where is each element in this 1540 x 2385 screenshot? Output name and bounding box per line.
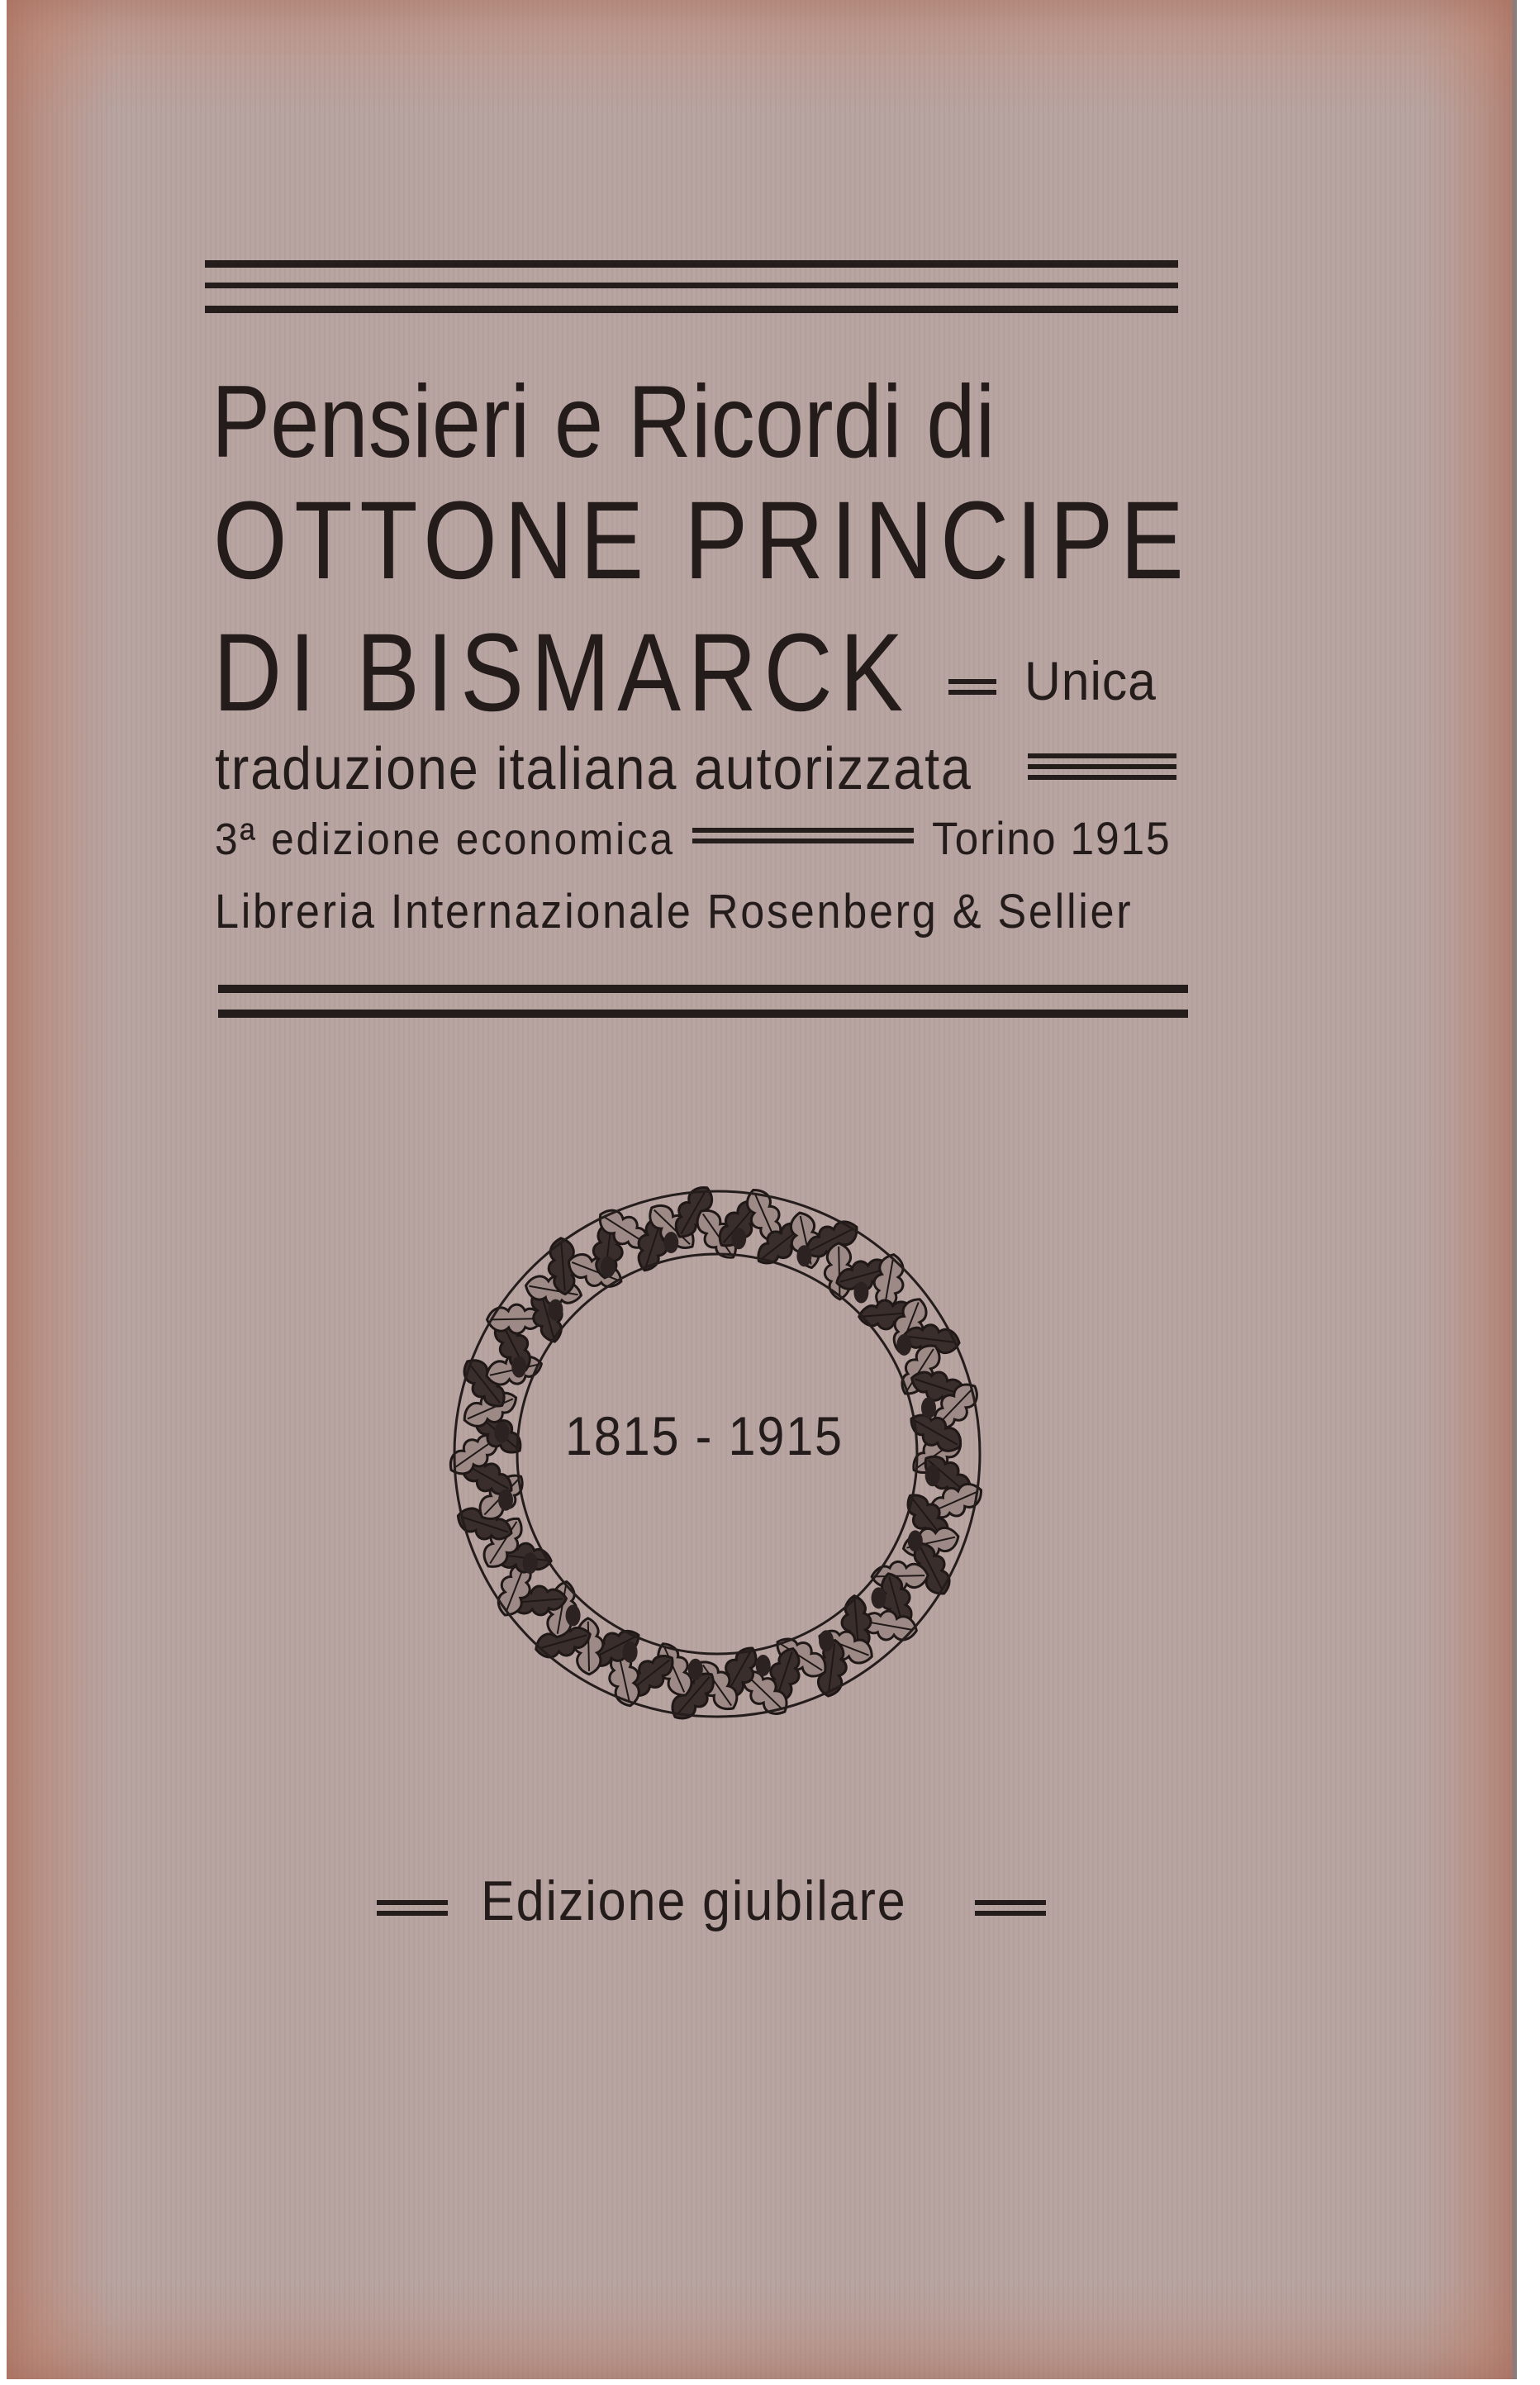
middle-rule-1 [218,985,1188,993]
book-cover [7,0,1517,2379]
acorn [731,1228,746,1249]
title-line-2: OTTONE PRINCIPE [213,479,1191,602]
acorn [601,1257,616,1278]
top-rule-3 [205,306,1178,313]
oak-leaf-vein [588,1622,589,1671]
top-rule-1 [205,260,1178,268]
translation-line: traduzione italiana autorizzata [215,736,972,802]
acorn [566,1605,581,1627]
acorn [623,1641,638,1663]
acorn [549,1299,563,1321]
acorn [853,1282,868,1304]
edition-label: 3ª edizione economica [215,815,675,864]
oak-leaf-vein [875,1575,924,1576]
acorn [872,1587,886,1608]
jubilee-label: Edizione giubilare [481,1870,907,1932]
title-line-3: DI BISMARCK [213,611,910,734]
title-line-1: Pensieri e Ricordi di [212,365,996,479]
acorn [796,1245,811,1266]
acorn [511,1356,526,1378]
acorn [663,1232,678,1253]
jubilee-left-ornament [377,1900,448,1922]
acorn [494,1422,509,1443]
translation-ornament [1028,753,1176,786]
publisher-label: Libreria Internazionale Rosenberg & Sellier [215,885,1134,938]
place-year-label: Torino 1915 [932,812,1172,864]
acorn [688,1659,703,1680]
wreath-years: 1815 - 1915 [565,1405,844,1466]
acorn [896,1334,911,1356]
acorn [523,1552,538,1574]
equals-ornament [948,679,996,701]
jubilee-right-ornament [975,1900,1046,1922]
middle-rule-2 [218,1010,1188,1018]
acorn [819,1630,834,1651]
acorn [925,1465,940,1486]
acorn [908,1530,923,1551]
top-rule-2 [205,283,1178,288]
acorn [756,1655,771,1676]
acorn [498,1489,513,1511]
acorn [921,1397,936,1418]
unica-label: Unica [1024,650,1157,711]
edition-ornament [692,828,914,849]
